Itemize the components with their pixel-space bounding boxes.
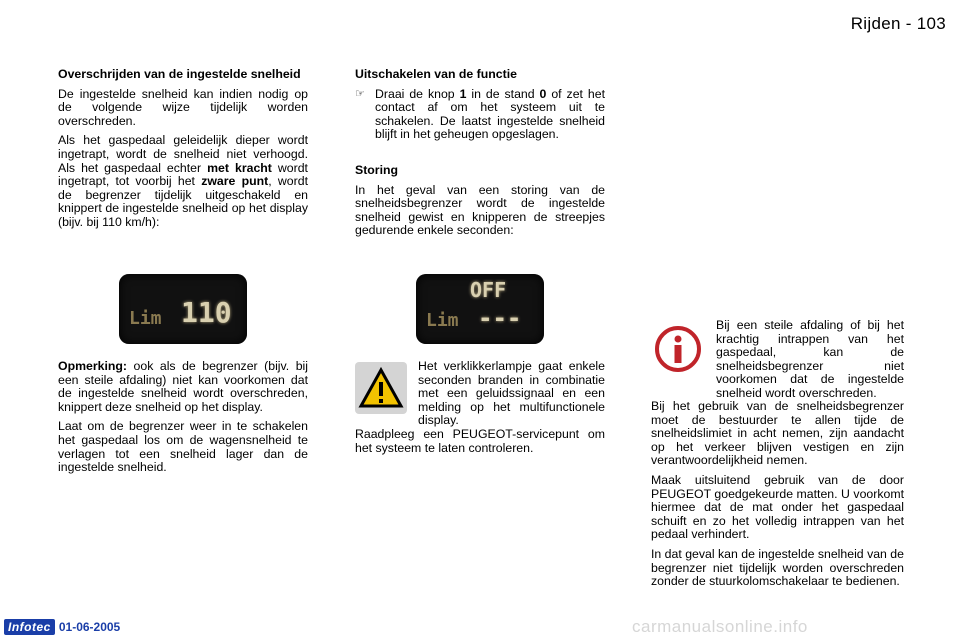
column-left-lower: [58, 360, 308, 481]
display-dashes: ---: [478, 304, 522, 332]
watermark: carmanualsonline.info: [632, 617, 808, 636]
paragraph: Bij het gebruik van de snelheidsbegrenzer moet de bestuurder te allen tijde de snelheidslimiet in acht nemen, zijn aandacht op het verkeer blijven vestigen en zijn verantwoordelijkheid nemen.: [651, 399, 904, 468]
display-speed-value: 110: [181, 296, 232, 329]
infotec-logo: Infotec: [4, 619, 55, 635]
paragraph: Maak uitsluitend gebruik van de door PEUGEOT goedgekeurde matten. U voorkomt hiermee dat de mat onder het gaspedaal schuift en zo het volledig intrappen van het pedaal verhindert.: [651, 472, 904, 542]
section-heading-storing: Storing: [355, 162, 399, 177]
paragraph: In dat geval kan de ingestelde snelheid van de begrenzer niet tijdelijk worden overschreden zonder de stuurkolomschakelaar te bedienen.: [651, 546, 904, 589]
speed-display-image: [119, 274, 247, 344]
column-middle-lower: [355, 428, 605, 461]
paragraph: Laat om de begrenzer weer in te schakelen het gaspedaal los om de wagensnelheid te verlagen tot een snelheid lager dan de ingestelde snelheid.: [58, 419, 308, 475]
warning-text-block: [418, 360, 605, 434]
paragraph: In het geval van een storing van de snelheidsbegrenzer wordt de ingestelde snelheid gewist en knipperen de streepjes gedurende enkele seconden:: [355, 182, 605, 238]
remark-paragraph: Opmerking: ook als de begrenzer (bijv. bij een steile afdaling) niet kan voorkomen dat de ingestelde snelheid wordt overschreden, knippert deze snelheid op het display.: [58, 359, 308, 414]
section-heading-overschrijden: Overschrijden van de ingestelde snelheid: [58, 67, 301, 81]
paragraph: De ingestelde snelheid kan indien nodig op de volgende wijze tijdelijk worden overschreden.: [58, 86, 308, 128]
display-lim-text: Lim: [129, 308, 162, 329]
paragraph: Raadpleeg een PEUGEOT-servicepunt om het systeem te laten controleren.: [355, 427, 605, 455]
info-text-block: [716, 319, 904, 407]
column-left: [58, 68, 308, 236]
footer: [4, 619, 120, 635]
column-middle: [355, 68, 605, 244]
footer-date: 01-06-2005: [58, 620, 121, 634]
page-header: Rijden - 103: [850, 14, 946, 33]
info-paragraph: Bij een steile afdaling of bij het krachtig intrappen van het gaspedaal, kan de snelheidsbegrenzer niet voorkomen dat de ingestelde snelheid wordt overschreden.: [716, 318, 904, 400]
display-lim-text: Lim: [426, 310, 459, 331]
section-heading-uitschakelen: Uitschakelen van de functie: [355, 67, 517, 81]
paragraph: Als het gaspedaal geleidelijk dieper wordt ingetrapt, wordt de snelheid niet verhoogd. Als het gaspedaal echter met kracht wordt ingetrapt, tot voorbij het zware punt, wordt de begrenzer tijdelijk uitgeschakeld en knippert de ingestelde snelheid op het display (bijv. bij 110 km/h):: [58, 133, 308, 229]
fault-display-image: [416, 274, 544, 344]
warning-triangle-icon: [355, 362, 407, 414]
display-off-text: OFF: [470, 278, 507, 302]
bullet-item: ☞ Draai de knop 1 in de stand 0 of zet het contact af om het systeem uit te schakelen. De laatst ingestelde snelheid blijft in het geheugen opgeslagen.: [355, 86, 605, 142]
info-icon: [654, 325, 702, 373]
pointing-hand-icon: ☞: [355, 87, 365, 100]
column-right: [651, 400, 904, 595]
warning-paragraph: Het verklikkerlampje gaat enkele seconden branden in combinatie met een geluidssignaal en een melding op het multifunctionele display.: [418, 359, 605, 428]
